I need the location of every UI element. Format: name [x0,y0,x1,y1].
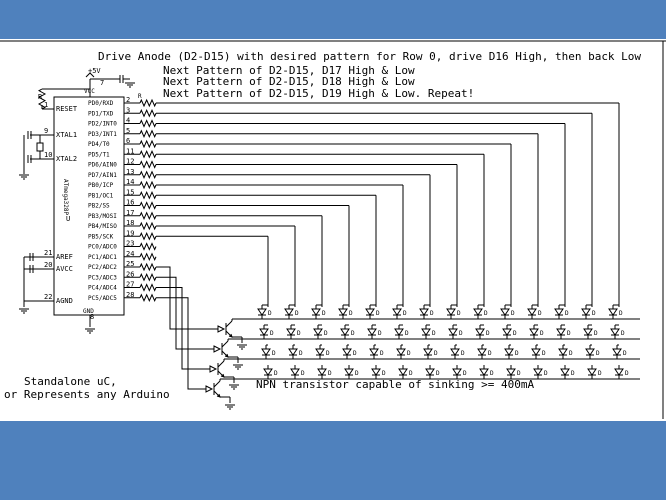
resistor [140,213,156,219]
chip-pin-label-pb4-miso: PB4/MISO [88,223,117,230]
chip-pin-label-aref: AREF [56,253,73,261]
led-diode-label: D [540,330,544,337]
chip-pin-label-pc0-adc0: PC0/ADC0 [88,243,117,251]
led-diode [260,329,268,335]
schematic-sheet [0,39,666,421]
led-diode [370,349,378,355]
led-diode-label: D [355,370,359,377]
transistor [206,386,212,392]
chip-pin-label-pd2-int0: PD2/INT0 [88,120,117,128]
led-diode-label: D [565,310,569,317]
chip-pin-label-pb5-sck: PB5/SCK [88,233,114,241]
chip-pin-label-pd1-txd: PD1/TXD [88,110,114,118]
note-npn-transistor: NPN transistor capable of sinking >= 400mA [256,378,535,391]
resistor [140,285,156,291]
led-diode-label: D [625,370,629,377]
led-diode-label: D [619,310,623,317]
chip-pin-label-xtal2: XTAL2 [56,155,78,163]
led-diode [507,369,515,375]
led-diode [501,309,509,315]
led-diode [476,329,484,335]
led-diode [555,309,563,315]
pullup-resistor-label: R [138,93,142,100]
led-diode-label: D [538,310,542,317]
chip-pin-number-23: 23 [126,239,135,248]
led-diode [287,329,295,335]
led-diode-label: D [326,350,330,357]
chip-pin-number-3: 3 [126,106,131,115]
led-diode-label: D [459,330,463,337]
led-diode [559,349,567,355]
chip-pin-label-pd5-t1: PD5/T1 [88,151,110,159]
led-diode-label: D [270,330,274,337]
led-diode [451,349,459,355]
resistor [140,295,156,301]
chip-part-suffix: U [66,215,71,223]
chip-pin-number-9: 9 [44,127,49,135]
chip-pin-label-pd7-ain1: PD7/AIN1 [88,171,117,179]
schematic-canvas [0,39,666,421]
led-diode [532,349,540,355]
led-diode [343,349,351,355]
led-diode [613,349,621,355]
led-diode [289,349,297,355]
led-diode-label: D [594,330,598,337]
led-diode-label: D [542,350,546,357]
chip-pin-label-pd3-int1: PD3/INT1 [88,130,117,138]
resistor [140,151,156,157]
led-diode [393,309,401,315]
chip-pin-label-pd6-ain0: PD6/AIN0 [88,161,117,169]
led-diode [312,309,320,315]
led-diode-label: D [486,330,490,337]
led-diode [449,329,457,335]
chip-supply-label: +5V [88,67,101,75]
led-diode [615,369,623,375]
led-diode [422,329,430,335]
resistor [140,172,156,178]
resistor [140,162,156,168]
resistor [140,264,156,270]
chip-pin-label-pb2-ss: PB2/SS [88,202,110,210]
led-diode-label: D [598,370,602,377]
resistor [140,192,156,198]
chip-pin-number-2: 2 [126,96,131,104]
led-diode [395,329,403,335]
led-diode-label: D [488,350,492,357]
resistor [140,100,156,106]
led-diode-label: D [596,350,600,357]
led-diode-label: D [376,310,380,317]
led-diode-label: D [322,310,326,317]
resistor [140,274,156,280]
resistor [140,131,156,137]
chip-pin-number-10: 10 [44,151,53,159]
chip-pin-label-avcc: AVCC [56,265,73,273]
led-diode-label: D [463,370,467,377]
led-diode-label: D [409,370,413,377]
led-diode [480,369,488,375]
led-diode-label: D [349,310,353,317]
chip-pin-number-12: 12 [126,157,135,166]
chip-pin-label-agnd: AGND [56,297,73,305]
transistor [218,326,224,332]
chip-pin-number-21: 21 [44,249,53,257]
resistor [140,244,156,250]
led-diode-label: D [621,330,625,337]
led-diode-label: D [378,330,382,337]
chip-pin-number-20: 20 [44,261,53,269]
led-diode-label: D [324,330,328,337]
led-diode [611,329,619,335]
led-diode-label: D [301,370,305,377]
chip-pin-number-11: 11 [126,147,135,156]
led-diode [582,309,590,315]
led-diode [314,329,322,335]
chip-vcc-pin: 7 [100,79,105,87]
led-diode [528,309,536,315]
transistor [226,321,232,327]
resistor [140,141,156,147]
chip-pin-number-15: 15 [126,188,135,197]
led-diode [372,369,380,375]
led-diode [561,369,569,375]
resistor [140,182,156,188]
led-diode-label: D [405,330,409,337]
transistor [214,346,220,352]
led-diode-label: D [436,370,440,377]
chip-pin-number-4: 4 [126,116,131,125]
led-diode [341,329,349,335]
resistor [140,110,156,116]
led-diode [318,369,326,375]
resistor [140,223,156,229]
led-diode-label: D [457,310,461,317]
led-diode [291,369,299,375]
led-diode [474,309,482,315]
chip-pin-label-pc3-adc3: PC3/ADC3 [88,274,117,282]
reset-resistor-label: R [38,93,43,101]
led-diode-label: D [295,310,299,317]
transistor [214,381,220,387]
chip-vcc-label: VCC [84,88,95,95]
led-diode [530,329,538,335]
chip-pin-label-reset: RESET [56,105,78,113]
led-diode-label: D [353,350,357,357]
resistor [140,233,156,239]
transistor [222,341,228,347]
note-pattern-d18: Next Pattern of D2-D15, D18 High & Low [163,75,415,88]
chip-pin-number-1: 1 [44,101,49,109]
note-arduino: or Represents any Arduino [4,388,170,401]
led-diode [557,329,565,335]
led-diode-label: D [403,310,407,317]
chip-pin-number-26: 26 [126,270,135,279]
led-diode-label: D [272,350,276,357]
led-diode-label: D [407,350,411,357]
chip-pin-number-13: 13 [126,167,135,176]
led-diode [399,369,407,375]
led-diode-label: D [544,370,548,377]
led-diode [584,329,592,335]
led-diode-label: D [592,310,596,317]
led-diode-label: D [434,350,438,357]
chip-pin-label-pd4-t0: PD4/T0 [88,141,110,148]
led-diode-label: D [299,350,303,357]
led-diode [453,369,461,375]
chip-part-name: ATmega328P [62,179,69,216]
note-drive-anode: Drive Anode (D2-D15) with desired pattern for Row 0, drive D16 High, then back Low [98,50,642,63]
led-diode-label: D [461,350,465,357]
chip-pin-label-pb0-icp: PB0/ICP [88,182,114,189]
led-diode [588,369,596,375]
led-diode [262,349,270,355]
note-pattern-d17: Next Pattern of D2-D15, D17 High & Low [163,64,415,77]
led-diode-label: D [274,370,278,377]
resistor [140,121,156,127]
led-diode-label: D [515,350,519,357]
led-diode [264,369,272,375]
led-diode [426,369,434,375]
chip-pin-number-5: 5 [126,126,131,135]
chip-pin-label-pc4-adc4: PC4/ADC4 [88,284,117,292]
wire [156,277,214,349]
led-diode-label: D [490,370,494,377]
chip-gnd-pin: 8 [90,313,95,321]
chip-pin-label-xtal1: XTAL1 [56,131,78,139]
led-diode-label: D [623,350,627,357]
led-diode [285,309,293,315]
led-diode [339,309,347,315]
wire [156,288,210,370]
chip-pin-label-pc1-adc1: PC1/ADC1 [88,253,117,261]
led-diode-label: D [380,350,384,357]
chip-pin-label-pb3-mosi: PB3/MOSI [88,212,117,220]
note-standalone: Standalone uC, [24,375,117,388]
led-diode-label: D [297,330,301,337]
transistor [218,361,224,367]
resistor [140,203,156,209]
led-diode-label: D [328,370,332,377]
chip-gnd-label: GND [83,308,94,315]
led-diode [505,349,513,355]
led-diode-label: D [511,310,515,317]
led-diode [586,349,594,355]
chip-pin-number-17: 17 [126,208,135,217]
led-diode-label: D [484,310,488,317]
chip-pin-number-14: 14 [126,178,135,186]
transistor [210,366,216,372]
led-diode-label: D [569,350,573,357]
led-diode [424,349,432,355]
led-diode-label: D [567,330,571,337]
led-diode [420,309,428,315]
chip-pin-number-27: 27 [126,280,135,289]
wire [156,298,206,389]
chip-pin-number-18: 18 [126,219,135,227]
led-diode [609,309,617,315]
led-diode-label: D [382,370,386,377]
led-diode-label: D [268,310,272,317]
led-diode-label: D [513,330,517,337]
led-diode [258,309,266,315]
chip-pin-number-6: 6 [126,137,131,145]
led-diode [397,349,405,355]
led-diode [345,369,353,375]
chip-pin-label-pc5-adc5: PC5/ADC5 [88,294,117,302]
chip-pin-number-19: 19 [126,229,135,238]
led-diode-label: D [351,330,355,337]
led-diode [368,329,376,335]
chip-pin-number-24: 24 [126,249,135,258]
led-diode-label: D [517,370,521,377]
chip-pin-number-25: 25 [126,260,135,268]
led-diode [316,349,324,355]
chip-pin-number-28: 28 [126,290,135,299]
led-diode-label: D [430,310,434,317]
led-diode [478,349,486,355]
chip-pin-label-pb1-oc1: PB1/OC1 [88,192,114,200]
led-diode [503,329,511,335]
led-diode-label: D [571,370,575,377]
chip-pin-number-16: 16 [126,198,135,207]
led-diode [366,309,374,315]
chip-pin-label-pd0-rxd: PD0/RXD [88,100,114,107]
led-diode [447,309,455,315]
led-diode [534,369,542,375]
note-pattern-d19: Next Pattern of D2-D15, D19 High & Low. Repeat! [163,87,475,100]
resistor [140,254,156,260]
chip-pin-label-pc2-adc2: PC2/ADC2 [88,264,117,271]
chip-pin-number-22: 22 [44,293,53,301]
crystal [37,143,43,151]
led-diode-label: D [432,330,436,337]
